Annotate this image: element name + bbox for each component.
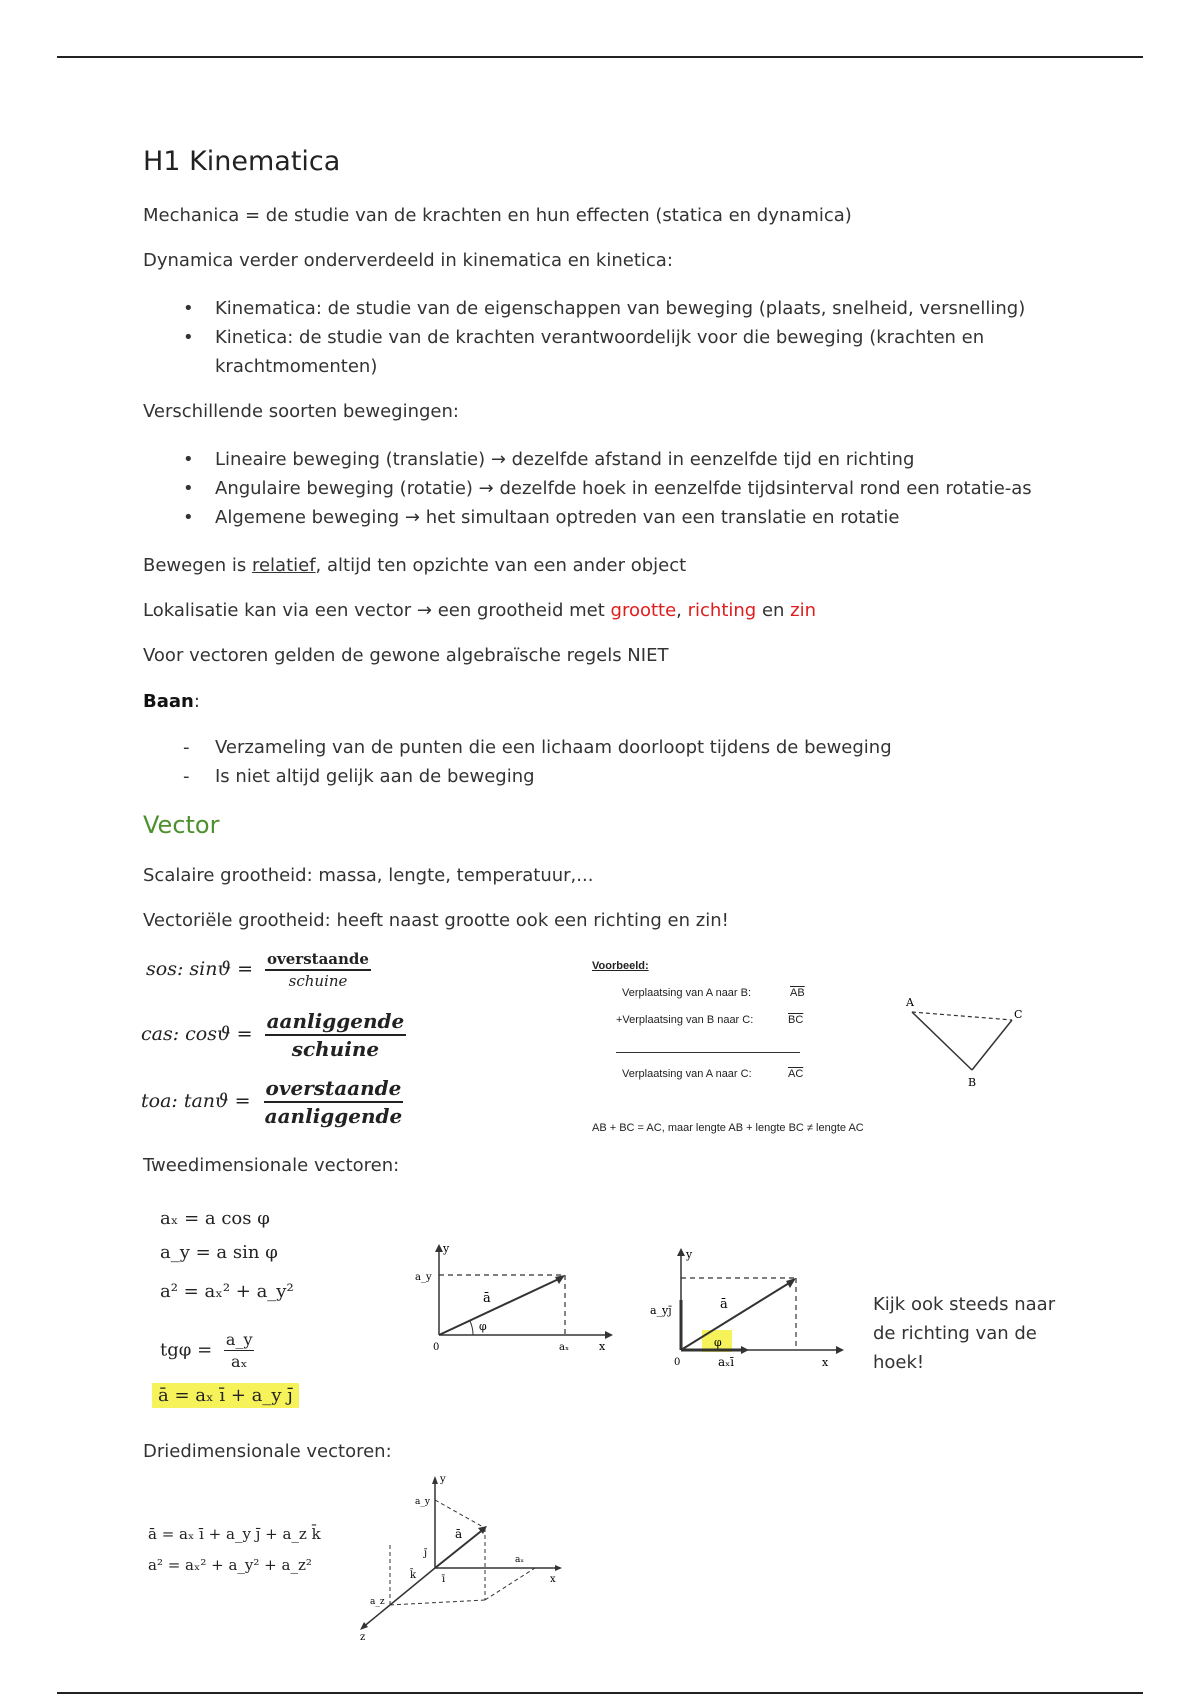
ayj-label: a_yj̄ [650,1304,672,1317]
vector-2d-diagram [415,1240,615,1360]
list-item: • Lineaire beweging (translatie) → dezelfde afstand in eenzelfde tijd en richting [183,449,915,470]
j-label: j̄ [424,1548,428,1559]
vector-2d-diagram-highlighted [646,1240,846,1375]
ay-label: a_y [415,1272,432,1283]
angle-arc [470,1321,473,1335]
formula-a-vector: ā = aₓ ī + a_y j̄ [152,1385,299,1406]
list-item: • Algemene beweging → het simultaan optreden van een translatie en rotatie [183,507,900,528]
vector-a-line [439,1277,563,1335]
point-c-label: C [1014,1008,1023,1021]
x-axis-arrow [836,1346,844,1354]
voorbeeld-row3: Verplaatsing van A naar C: [622,1068,752,1080]
ab-line [912,1012,972,1070]
y-axis-arrow [677,1248,685,1256]
a-label: ā [483,1291,491,1306]
a-label: ā [455,1527,463,1541]
list-item: • Angulaire beweging (rotatie) → dezelfde hoek in eenzelfde tijdsinterval rond een rotatie-as [183,478,1032,499]
bc-line [972,1020,1012,1070]
dashed-line-3 [390,1600,485,1605]
page-title: H1 Kinematica [143,146,341,177]
vector-3d-diagram [350,1470,570,1640]
list-item: - Verzameling van de punten die een lichaam doorloopt tijdens de beweging [183,737,892,758]
formula-ax: aₓ = a cos φ [160,1208,270,1229]
y-axis-arrow [435,1244,443,1252]
vector-a-arrow [555,1275,565,1284]
ax-label: aₓ [515,1555,525,1565]
x-label: x [822,1356,829,1369]
list-dynamica [143,294,1095,381]
k-label: k̄ [410,1570,417,1581]
dashed-ac-line [912,1012,1012,1020]
triangle-diagram [900,990,1030,1090]
az-label: a_z [370,1597,385,1607]
paragraph-dynamica: Dynamica verder onderverdeeld in kinematica en kinetica: [143,250,673,271]
x-axis-arrow [605,1331,613,1339]
voorbeeld-row2-vec: $\overline{BC}$ [788,1014,804,1026]
vector-a-arrow [786,1278,796,1288]
paragraph-relatief: Bewegen is relatief, altijd ten opzichte van een ander object [143,555,687,576]
paragraph-baan: Baan: [143,691,200,712]
bottom-rule [57,1692,1143,1694]
list-item: • Kinematica: de studie van de eigenschappen van beweging (plaats, snelheid, versnelling) [183,298,1026,319]
paragraph-lokalisatie: Lokalisatie kan via een vector → een grootheid met grootte, richting en zin [143,600,817,621]
paragraph-algebra: Voor vectoren gelden de gewone algebraïsche regels NIET [143,645,669,666]
list-baan [143,733,1095,791]
paragraph-tweedim: Tweedimensionale vectoren: [143,1155,400,1176]
paragraph-scalair: Scalaire grootheid: massa, lengte, temperatuur,... [143,865,594,886]
y-axis-arrow [432,1476,438,1484]
axi-label: aₓī [718,1355,735,1369]
dashed-line-1 [435,1500,485,1528]
voorbeeld-sum-line [616,1052,800,1053]
voorbeeld-row3-vec: $\overline{AC}$ [788,1068,804,1080]
a-label: ā [720,1297,728,1312]
voorbeeld-note: AB + BC = AC, maar lengte AB + lengte BC ≠ lengte AC [592,1122,864,1134]
paragraph-soorten: Verschillende soorten bewegingen: [143,401,459,422]
formula-tg: tgφ = $\frac{a\_y}{\text{aₓ}}$ [160,1330,253,1371]
list-item: • Kinetica: de studie van de krachten verantwoordelijk voor die beweging (krachten en krachtmomenten) [183,327,985,377]
z-label: z [360,1632,366,1640]
formula-cas: cas: cosϑ = $\frac{\text{aanliggende}}{\text{schuine}}$ [141,1009,405,1061]
list-item: - Is niet altijd gelijk aan de beweging [183,766,535,787]
formula-3d-a: ā = aₓ ī + a_y j̄ + a_z k̄ [148,1525,321,1543]
origin-label: 0 [674,1357,681,1368]
vector-a-line [681,1280,794,1350]
paragraph-kijk: Kijk ook steeds naar de richting van de hoek! [873,1294,1056,1373]
y-label: y [686,1248,693,1261]
dashed-line-4 [485,1568,535,1600]
x-axis-arrow [555,1565,562,1571]
voorbeeld-row2: +Verplaatsing van B naar C: [616,1014,754,1026]
axi-arrow [741,1346,749,1354]
point-a-label: A [906,996,914,1009]
origin-label: 0 [433,1342,440,1353]
paragraph-vectorieel: Vectoriële grootheid: heeft naast grootte ook een richting en zin! [143,910,729,931]
formula-toa: toa: tanϑ = $\frac{\text{overstaande}}{\text{aanliggende}}$ [141,1076,403,1128]
ax-label: aₓ [559,1342,570,1353]
top-rule [57,56,1143,58]
y-label: y [440,1474,446,1485]
vector-heading: Vector [143,811,220,839]
formula-ay: a_y = a sin φ [160,1242,278,1263]
ay-label: a_y [415,1497,430,1507]
phi-label: φ [714,1336,722,1349]
phi-label: φ [479,1320,487,1333]
paragraph-driedim: Driedimensionale vectoren: [143,1441,392,1462]
voorbeeld-row1-vec: $\overline{AB}$ [790,987,805,999]
formula-sos: sos: sinϑ = $\frac{\text{overstaande}}{\text{schuine}}$ [146,950,369,990]
x-label: x [550,1574,556,1585]
x-label: x [599,1340,606,1353]
point-b-label: B [968,1076,977,1089]
paragraph-mechanica: Mechanica = de studie van de krachten en hun effecten (statica en dynamica) [143,205,852,226]
voorbeeld-title: Voorbeeld: [592,960,649,972]
i-label: ī [442,1574,446,1585]
voorbeeld-row1: Verplaatsing van A naar B: [622,987,752,999]
formula-a2: a² = aₓ² + a_y² [160,1281,294,1302]
formula-3d-a2: a² = aₓ² + a_y² + a_z² [148,1556,312,1574]
list-bewegingen [143,445,1095,532]
y-label: y [443,1242,450,1255]
